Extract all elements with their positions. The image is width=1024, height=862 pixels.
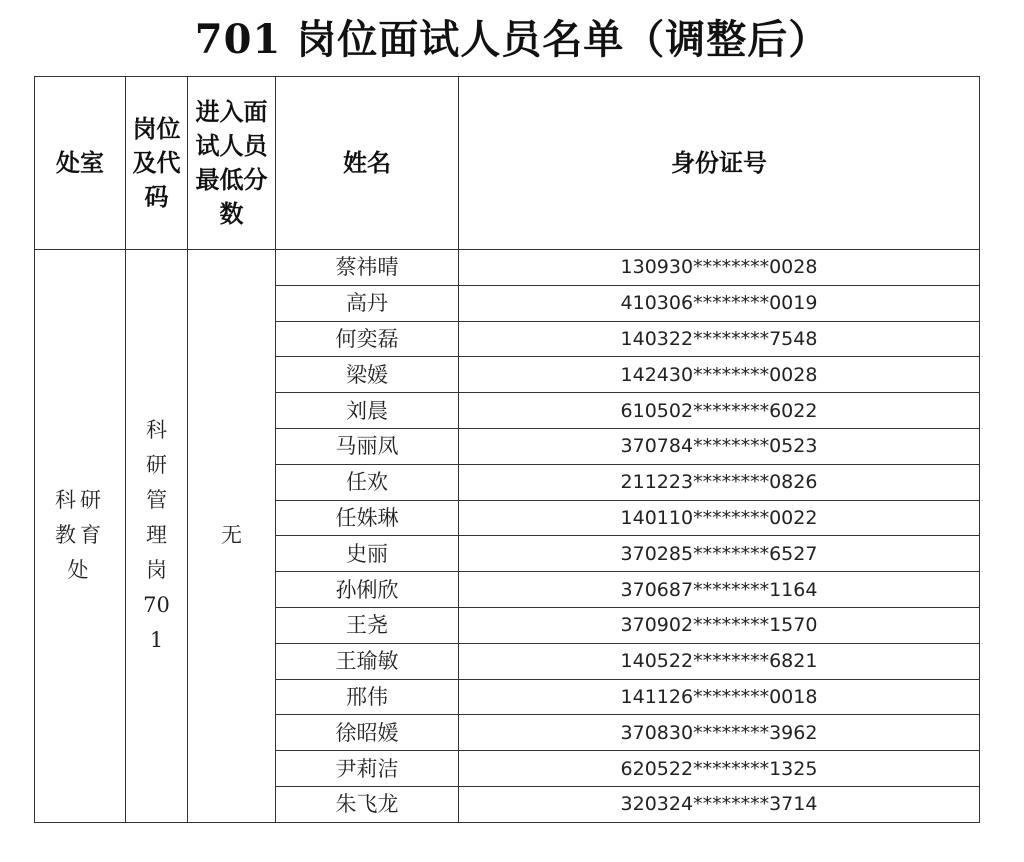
id-number-cell: 610502********6022 [459,393,980,429]
name-cell: 梁媛 [276,357,459,393]
id-number-cell: 370830********3962 [459,715,980,751]
id-number-cell: 140322********7548 [459,321,980,357]
name-cell: 王瑜敏 [276,643,459,679]
name-cell: 邢伟 [276,679,459,715]
id-number-cell: 410306********0019 [459,285,980,321]
position-value: 科研管理岗701 [143,418,170,653]
table-row [35,250,980,286]
name-cell: 高丹 [276,285,459,321]
id-number-cell: 141126********0018 [459,679,980,715]
name-cell: 刘晨 [276,393,459,429]
name-cell: 任欢 [276,464,459,500]
name-cell: 尹莉洁 [276,751,459,787]
dept-cell [35,250,126,823]
id-number-cell: 370285********6527 [459,536,980,572]
name-cell: 蔡祎晴 [276,250,459,286]
id-number-cell: 370784********0523 [459,428,980,464]
id-number-cell: 620522********1325 [459,751,980,787]
id-number-cell: 130930********0028 [459,250,980,286]
header-id: 身份证号 [459,77,980,250]
min-score-cell: 无 [188,250,276,823]
header-row [35,77,980,250]
id-number-cell: 142430********0028 [459,357,980,393]
header-min-score: 进入面试人员最低分数 [188,77,276,250]
header-position: 岗位及代码 [126,77,188,250]
name-cell: 孙俐欣 [276,572,459,608]
id-number-cell: 370687********1164 [459,572,980,608]
name-cell: 马丽凤 [276,428,459,464]
header-name: 姓名 [276,77,459,250]
document-title: 701 岗位面试人员名单（调整后） [194,16,830,63]
interview-roster-table [34,76,980,823]
header-dept: 处室 [35,77,126,250]
name-cell: 任姝琳 [276,500,459,536]
id-number-cell: 140522********6821 [459,643,980,679]
id-number-cell: 140110********0022 [459,500,980,536]
id-number-cell: 370902********1570 [459,607,980,643]
name-cell: 朱飞龙 [276,786,459,822]
name-cell: 史丽 [276,536,459,572]
position-cell [126,250,188,823]
id-number-cell: 211223********0826 [459,464,980,500]
name-cell: 王尧 [276,607,459,643]
id-number-cell: 320324********3714 [459,786,980,822]
name-cell: 徐昭媛 [276,715,459,751]
name-cell: 何奕磊 [276,321,459,357]
dept-value: 科研教育处 [55,488,105,583]
